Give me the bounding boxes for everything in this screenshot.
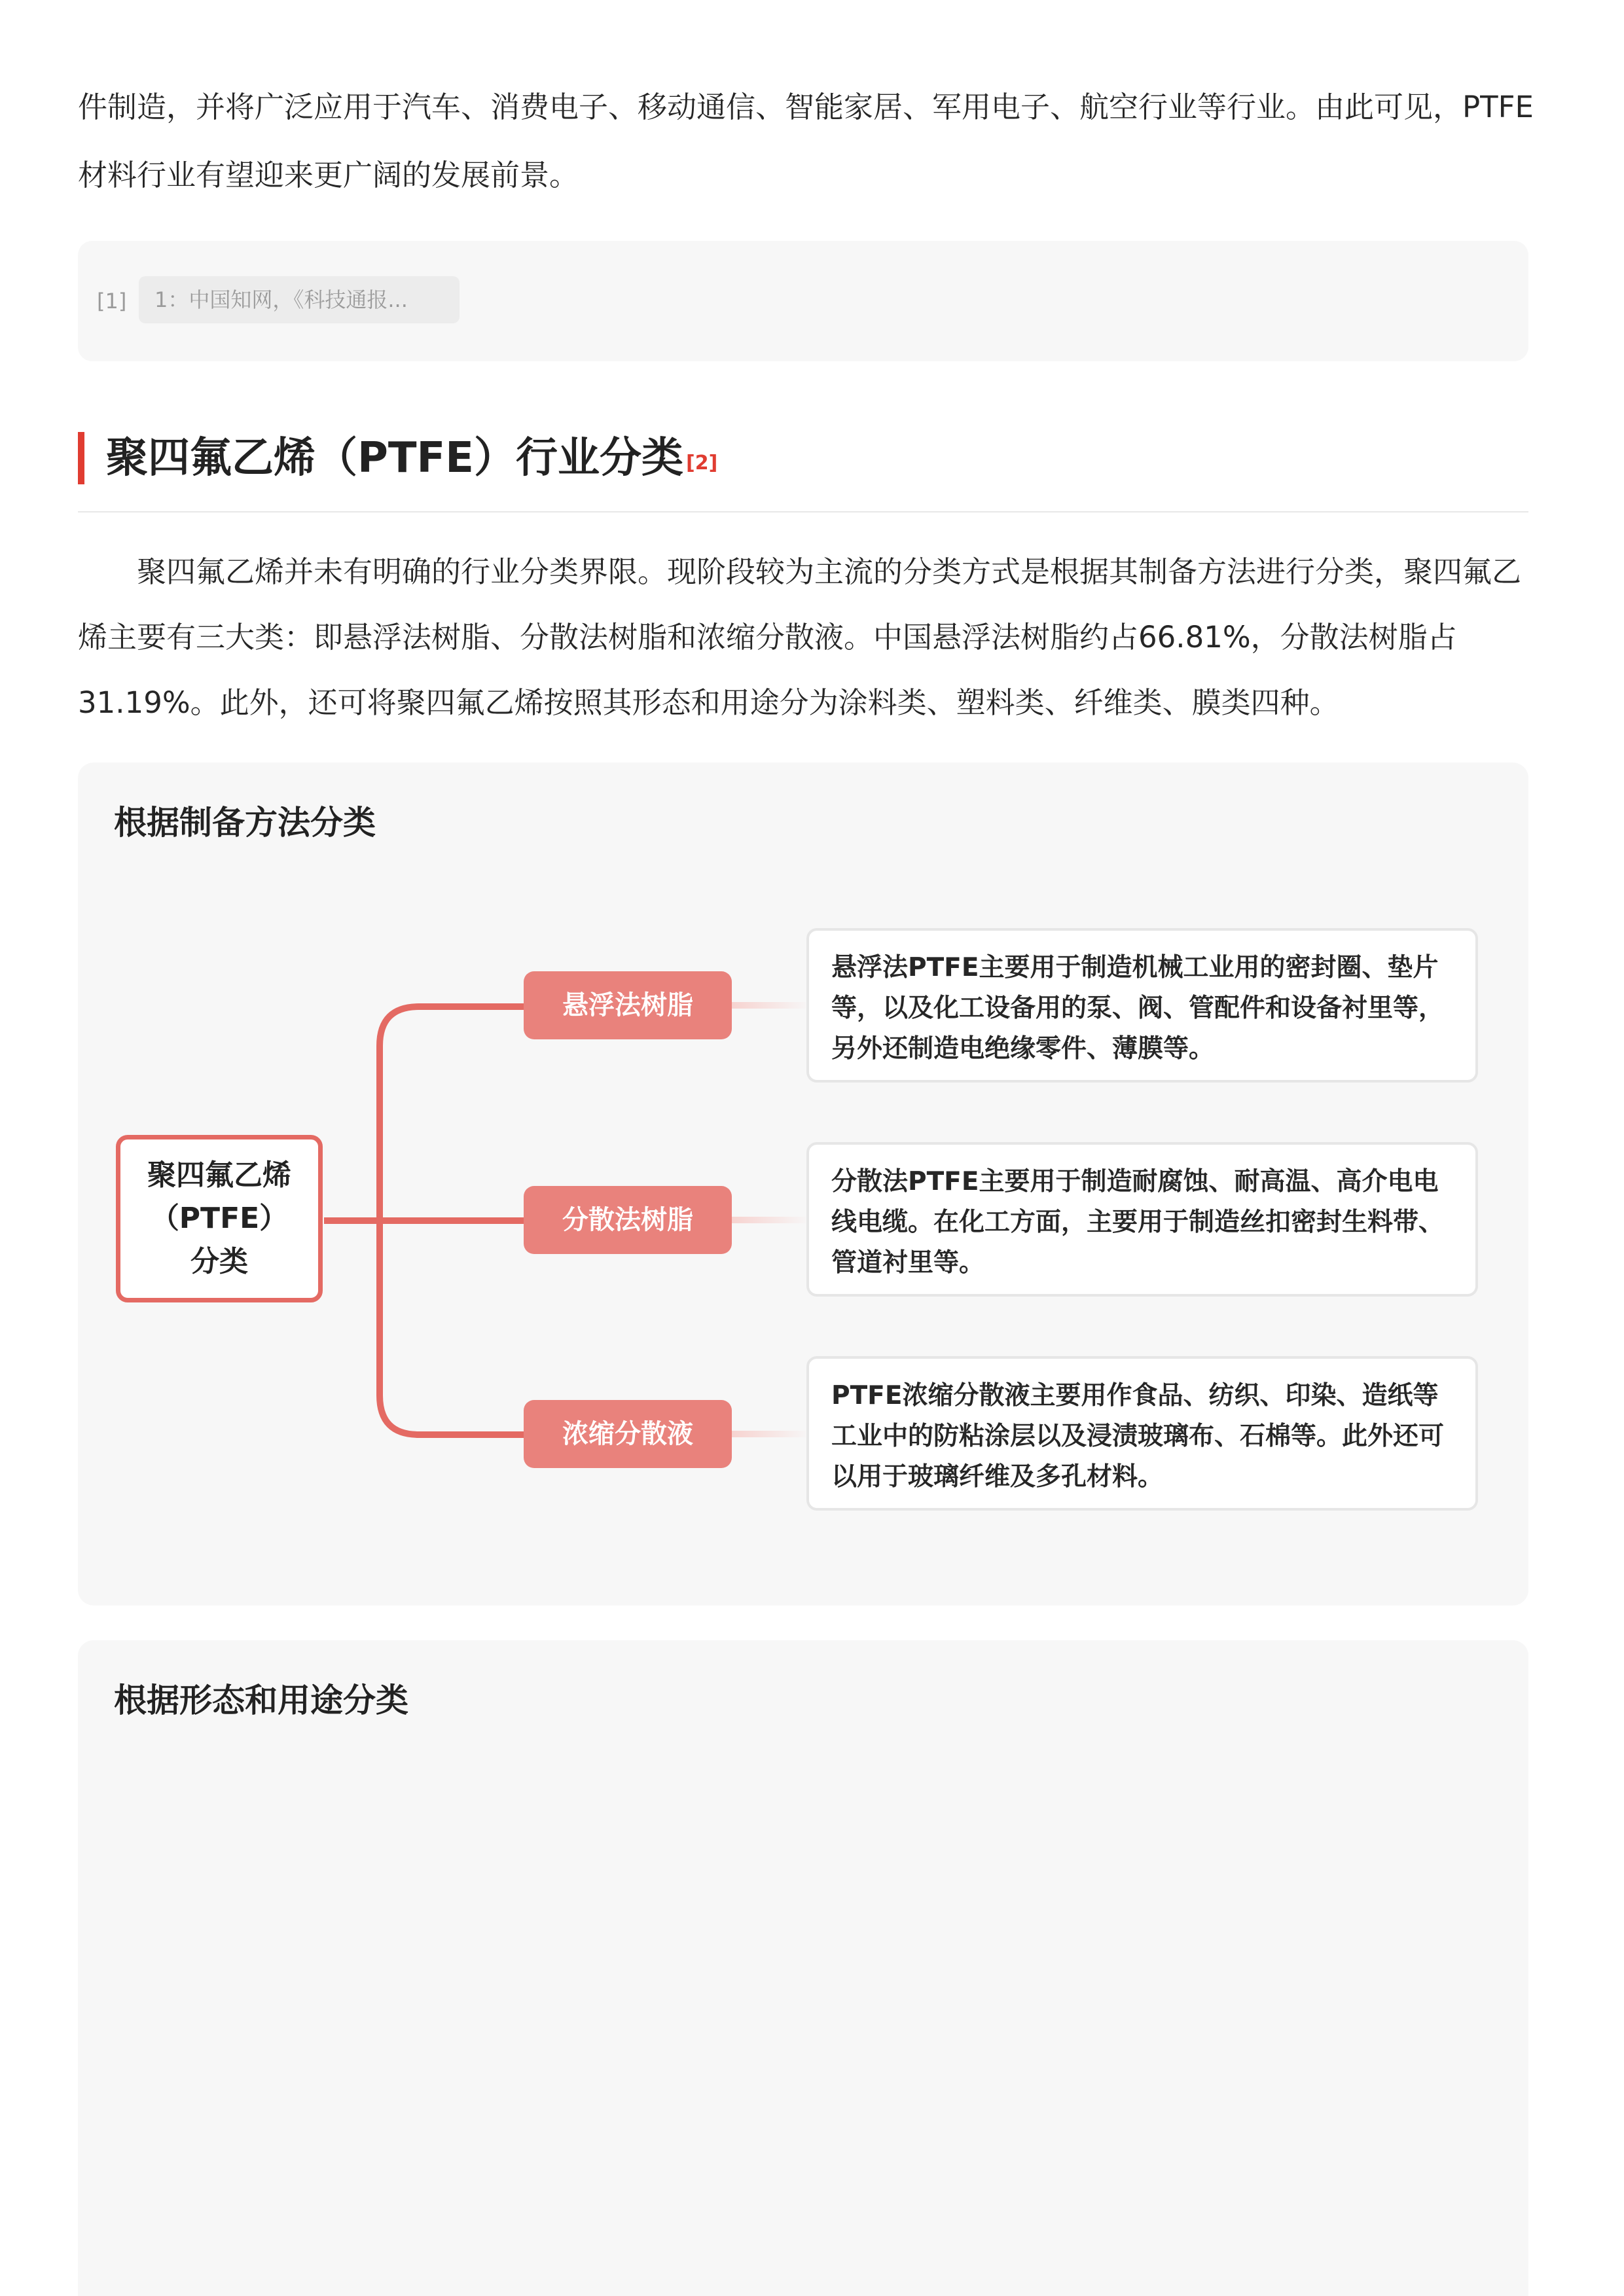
leaf-1-line-3: 另外还制造电绝缘零件、薄膜等。 (831, 1034, 1215, 1064)
branch-1-fade-link (732, 1002, 810, 1009)
root-line-1: 聚四氟乙烯 (147, 1158, 291, 1192)
branch-2-fade-link (732, 1217, 810, 1223)
connector-bottom (380, 1221, 527, 1435)
leaf-dispersion-resin (806, 1142, 1478, 1297)
root-node (116, 1135, 323, 1302)
connector-top (324, 1007, 527, 1221)
section-ref-mark[interactable]: [2] (686, 452, 718, 475)
leaf-3-line-2: 工业中的防粘涂层以及浸渍玻璃布、石棉等。此外还可 (831, 1422, 1445, 1451)
leaf-2-line-1: 分散法PTFE主要用于制造耐腐蚀、耐高温、高介电电 (831, 1167, 1439, 1196)
section-line-3: 31.19%。此外，还可将聚四氟乙烯按照其形态和用途分为涂料类、塑料类、纤维类、膜类四种。 (78, 685, 1339, 720)
branch-suspension-resin: 悬浮法树脂 (524, 971, 732, 1039)
leaf-2-line-3: 管道衬里等。 (831, 1248, 985, 1278)
leaf-1-line-1: 悬浮法PTFE主要用于制造机械工业用的密封圈、垫片 (831, 953, 1439, 982)
method-panel-title: 根据制备方法分类 (114, 804, 376, 842)
leaf-1-line-2: 等，以及化工设备用的泵、阀、管配件和设备衬里等， (831, 994, 1445, 1023)
reference-number: [1] (97, 289, 127, 314)
intro-line-2: 材料行业有望迎来更广阔的发展前景。 (78, 158, 579, 192)
root-line-2: （PTFE） (150, 1202, 289, 1235)
branch-dispersion-resin: 分散法树脂 (524, 1186, 732, 1254)
section-title-text: 聚四氟乙烯（PTFE）行业分类 (106, 434, 683, 482)
section-line-2: 烯主要有三大类：即悬浮法树脂、分散法树脂和浓缩分散液。中国悬浮法树脂约占66.81%，分散法树脂占 (78, 620, 1457, 655)
form-panel-title: 根据形态和用途分类 (114, 1681, 408, 1719)
leaf-3-line-3: 以用于玻璃纤维及多孔材料。 (831, 1462, 1164, 1492)
branch-3-fade-link (732, 1431, 810, 1437)
branch-concentrated-dispersion: 浓缩分散液 (524, 1400, 732, 1468)
leaf-3-line-1: PTFE浓缩分散液主要用作食品、纺织、印染、造纸等 (831, 1381, 1439, 1410)
reference-chip[interactable]: 1：中国知网，《科技通报... (139, 276, 460, 323)
leaf-2-line-2: 线电缆。在化工方面，主要用于制造丝扣密封生料带、 (831, 1208, 1445, 1237)
root-line-3: 分类 (190, 1245, 248, 1278)
leaf-concentrated-dispersion (806, 1356, 1478, 1511)
form-classification-panel (78, 1640, 1528, 2296)
leaf-suspension-resin (806, 928, 1478, 1083)
section-line-1: 聚四氟乙烯并未有明确的行业分类界限。现阶段较为主流的分类方式是根据其制备方法进行分类，聚四氟乙 (137, 554, 1522, 589)
intro-line-1: 件制造，并将广泛应用于汽车、消费电子、移动通信、智能家居、军用电子、航空行业等行业。由此可见，PTFE (78, 90, 1534, 124)
